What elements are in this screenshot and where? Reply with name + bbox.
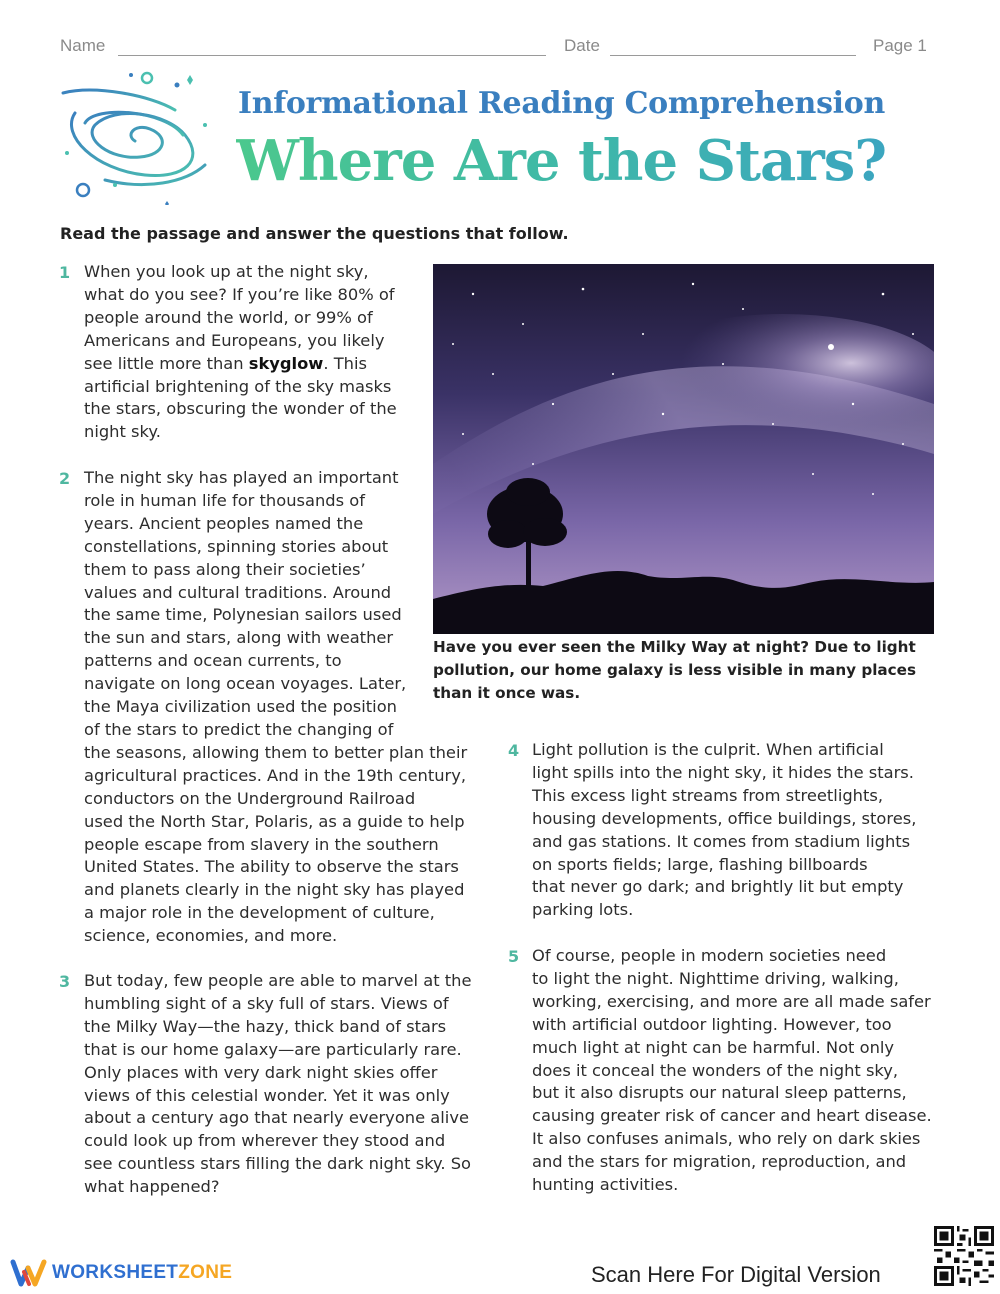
name-label: Name: [60, 36, 106, 55]
instructions: Read the passage and answer the questions that follow.: [60, 224, 569, 243]
page-number: Page 1: [873, 36, 927, 55]
photo-caption: Have you ever seen the Milky Way at night? Due to light pollution, our home galaxy is less visible in many places than it once was.: [433, 638, 917, 702]
name-line[interactable]: [118, 55, 546, 56]
galaxy-spiral-icon: [55, 65, 215, 205]
date-label: Date: [564, 36, 600, 55]
qr-code-icon[interactable]: [934, 1226, 994, 1286]
page-subtitle: Informational Reading Comprehension: [238, 86, 885, 121]
paragraph-number: 3: [59, 972, 71, 991]
paragraph-number: 4: [508, 741, 520, 760]
bold-term: skyglow: [248, 353, 324, 373]
worksheetzone-logo-icon: [10, 1258, 48, 1288]
paragraph-number: 1: [59, 263, 71, 282]
paragraph-number: 2: [59, 469, 71, 488]
milky-way-photo: [433, 264, 934, 634]
paragraph-1: When you look up at the night sky, what do you see? If you’re like 80% of people around the world, or 99% of Americans and Europeans, you likely see little more than skyglow. This artificial brightening of the sky masks the stars, obscuring the wonder of the night sky.: [84, 262, 397, 442]
brand-name[interactable]: WORKSHEETZONE: [52, 1262, 233, 1283]
paragraph-2: The night sky has played an important role in human life for thousands of years. Ancient peoples named the constellations, spinning stories about them to pass along their societies’ values and cultural traditions. Around the same time, Polynesian sailors used the sun and stars, along with weather patterns and ocean currents, to navigate on long ocean voyages. Later, the Maya civilization used the position of the stars to predict the changing of the seasons, allowing them to better plan their agricultural practices. And in the 19th century, conductors on the Underground Railroad used the North Star, Polaris, as a guide to help people escape from slavery in the southern United States. The ability to observe the stars and planets clearly in the night sky has played a major role in the development of culture, science, economies, and more.: [84, 468, 468, 946]
page-title: Where Are the Stars?: [236, 128, 976, 194]
date-line[interactable]: [610, 55, 856, 56]
paragraph-number: 5: [508, 947, 520, 966]
paragraph-3: But today, few people are able to marvel at the humbling sight of a sky full of stars. Views of the Milky Way—the hazy, thick band of stars that is our home galaxy—are particularly rare. Only places with very dark night skies offer views of this celestial wonder. Yet it was only about a century ago that nearly everyone alive could look up from wherever they stood and see countless stars filling the dark night sky. So what happened?: [84, 971, 472, 1197]
paragraph-4: Light pollution is the culprit. When artificial light spills into the night sky, it hides the stars. This excess light streams from streetlights, housing developments, office buildings, stores, and gas stations. It comes from stadium lights on sports fields; large, flashing billboards that never go dark; and brightly lit but empty parking lots.: [532, 740, 917, 920]
paragraph-5: Of course, people in modern societies need to light the night. Nighttime driving, walking, working, exercising, and more are all made safer with artificial outdoor lighting. However, too much light at night can be harmful. Not only does it conceal the wonders of the night sky, but it also disrupts our natural sleep patterns, causing greater risk of cancer and heart disease. It also confuses animals, who rely on dark skies and the stars for migration, reproduction, and hunting activities.: [532, 946, 932, 1195]
scan-instruction: Scan Here For Digital Version: [591, 1262, 881, 1287]
